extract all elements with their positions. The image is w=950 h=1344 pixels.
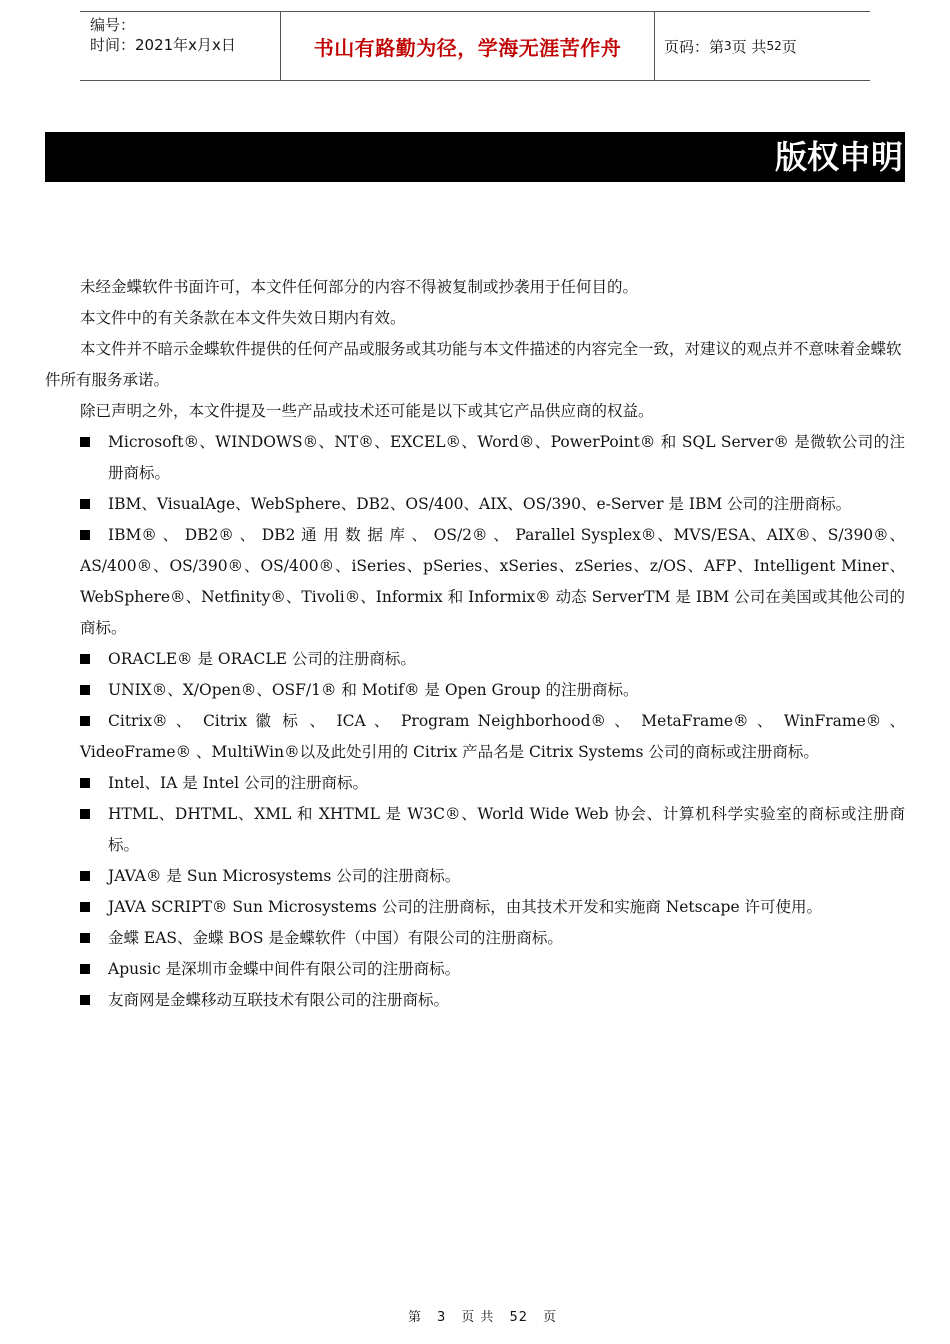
footer-suffix: 页: [542, 1310, 557, 1325]
list-item: UNIX®、X/Open®、OSF/1® 和 Motif® 是 Open Group 的注册商标。: [45, 675, 905, 706]
list-item: IBM® 、 DB2® 、 DB2 通 用 数 据 库 、 OS/2® 、 Parallel Sysplex®、MVS/ESA、AIX®、S/390®、AS/400®、OS/390®、OS/400®、iSeries、pSeries、xSeries、zSeries、z/OS、AFP、Intelligent Miner、WebSphere®、Netfinity®、Tivoli®、Informix 和 Informix® 动态 ServerTM 是 IBM 公司在美国或其他公司的商标。: [80, 526, 905, 637]
header-page-info: [655, 12, 870, 80]
list-item: Citrix® 、 Citrix 徽 标 、 ICA 、 Program Neighborhood® 、 MetaFrame® 、 WinFrame® 、 VideoFrame® 、MultiWin®以及此处引用的 Citrix 产品名是 Citrix Systems 公司的商标或注册商标。: [80, 712, 905, 761]
bullet-square-icon: [80, 964, 90, 974]
list-item: 金蝶 EAS、金蝶 BOS 是金蝶软件（中国）有限公司的注册商标。: [45, 923, 905, 954]
title-bar: [45, 132, 905, 182]
list-item: ORACLE® 是 ORACLE 公司的注册商标。: [45, 644, 905, 675]
bullet-square-icon: [80, 654, 90, 664]
footer-mid: 页 共: [461, 1310, 495, 1325]
page-label-mid: 页 共: [731, 37, 767, 56]
list-item: JAVA SCRIPT® Sun Microsystems 公司的注册商标，由其技术开发和实施商 Netscape 许可使用。: [45, 892, 905, 923]
bullet-square-icon: [80, 716, 90, 726]
page-label-suffix: 页: [781, 37, 797, 56]
header-motto: 书山有路勤为径，学海无涯苦作舟: [281, 12, 655, 80]
list-item: IBM、VisualAge、WebSphere、DB2、OS/400、AIX、OS/390、e-Server 是 IBM 公司的注册商标。: [45, 489, 905, 520]
list-item: Apusic 是深圳市金蝶中间件有限公司的注册商标。: [45, 954, 905, 985]
footer-prefix: 第: [408, 1310, 423, 1325]
list-item: HTML、DHTML、XML 和 XHTML 是 W3C®、World Wide Web 协会、计算机科学实验室的商标或注册商标。: [45, 799, 905, 861]
list-item: 友商网是金蝶移动互联技术有限公司的注册商标。: [45, 985, 905, 1016]
page-footer: [0, 1306, 950, 1325]
paragraph: 本文件并不暗示金蝶软件提供的任何产品或服务或其功能与本文件描述的内容完全一致，对建议的观点并不意味着金蝶软件所有服务承诺。: [45, 340, 902, 389]
footer-page-total: 52: [509, 1310, 528, 1325]
page-label-prefix: 页码：第: [664, 37, 725, 56]
paragraph: 未经金蝶软件书面许可，本文件任何部分的内容不得被复制或抄袭用于任何目的。: [80, 278, 639, 296]
list-item: Intel、IA 是 Intel 公司的注册商标。: [45, 768, 905, 799]
header-info-cell: [80, 12, 281, 80]
bullet-square-icon: [80, 530, 90, 540]
bullet-square-icon: [80, 995, 90, 1005]
bullet-square-icon: [80, 499, 90, 509]
paragraph: 除已声明之外，本文件提及一些产品或技术还可能是以下或其它产品供应商的权益。: [80, 402, 654, 420]
footer-page-number: 3: [437, 1310, 447, 1325]
bullet-square-icon: [80, 933, 90, 943]
bullet-square-icon: [80, 902, 90, 912]
list-item: JAVA® 是 Sun Microsystems 公司的注册商标。: [45, 861, 905, 892]
bullet-square-icon: [80, 778, 90, 788]
page-title: 版权申明: [774, 138, 903, 176]
document-number-label: 编号：: [90, 16, 136, 34]
document-time-label: 时间：2021年x月x日: [90, 36, 236, 54]
document-header: [80, 11, 870, 81]
page-total: 52: [766, 39, 782, 53]
bullet-square-icon: [80, 437, 90, 447]
paragraph: 本文件中的有关条款在本文件失效日期内有效。: [80, 309, 406, 327]
document-body: [45, 272, 905, 1016]
bullet-square-icon: [80, 685, 90, 695]
page-number: 3: [724, 39, 732, 53]
bullet-square-icon: [80, 809, 90, 819]
bullet-square-icon: [80, 871, 90, 881]
list-item: Microsoft®、WINDOWS®、NT®、EXCEL®、Word®、PowerPoint® 和 SQL Server® 是微软公司的注册商标。: [45, 427, 905, 489]
